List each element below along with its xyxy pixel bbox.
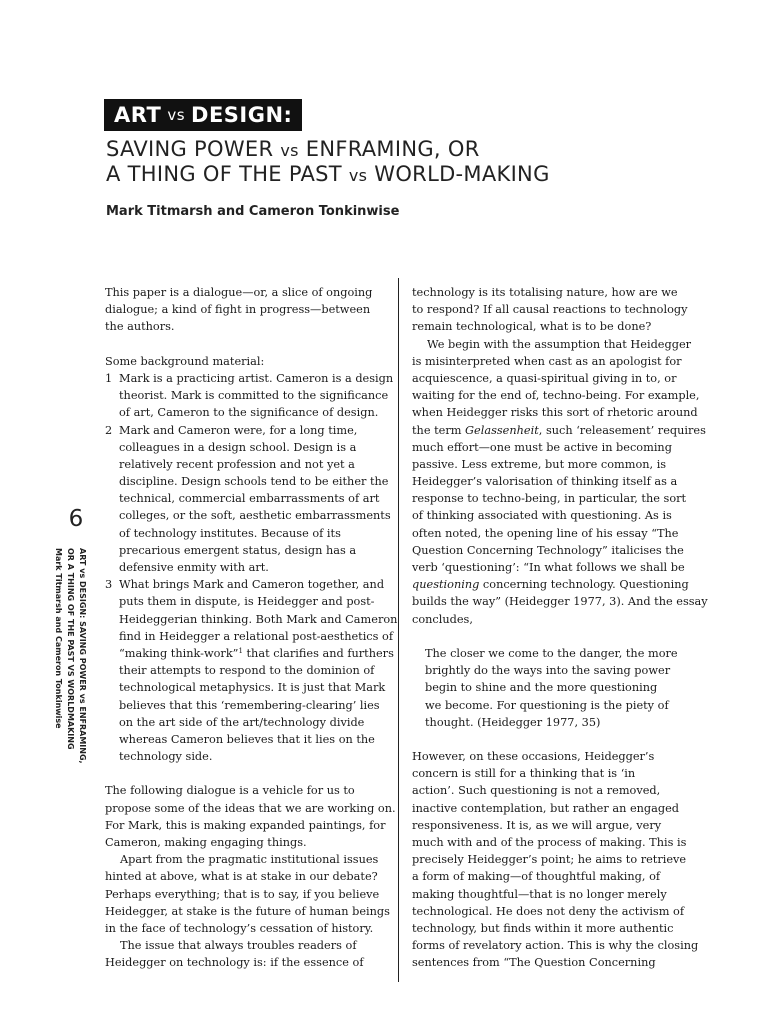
text-line: much effort—one must be active in becoming xyxy=(412,440,672,454)
right-column xyxy=(412,284,708,972)
text-line: technological metaphysics. It is just that Mark xyxy=(119,681,386,695)
subtitle-2-vs: vs xyxy=(348,166,368,185)
subtitle-line-1 xyxy=(106,137,480,161)
text-line: brightly do the ways into the saving power xyxy=(425,664,671,678)
text-line: action’. Such questioning is not a removed, xyxy=(412,784,661,798)
text-line: dialogue; a kind of fight in progress—between xyxy=(105,303,371,317)
text-line: responsiveness. It is, as we will argue, very xyxy=(412,818,662,832)
text-line: puts them in dispute, is Heidegger and post- xyxy=(119,595,375,609)
text-line: The closer we come to the danger, the more xyxy=(425,646,678,660)
running-title-line-1: ART vs DESIGN: SAVING POWER vs ENFRAMING, xyxy=(78,548,87,764)
subtitle-2-part-a: A THING OF THE PAST xyxy=(106,162,342,186)
text-line: begin to shine and the more questioning xyxy=(425,681,658,695)
text-line: in the face of technology’s cessation of history. xyxy=(105,921,374,935)
text-line xyxy=(412,731,698,748)
text-line: precisely Heidegger’s point; he aims to retrieve xyxy=(412,853,687,867)
text-line: theorist. Mark is committed to the significance xyxy=(119,389,389,403)
text-line: builds the way” (Heidegger 1977, 3). And the essay xyxy=(412,595,708,609)
text-line: of thinking associated with questioning. As is xyxy=(412,509,672,523)
text-line: technical, commercial embarrassments of art xyxy=(119,492,380,506)
text-line: 1 Mark is a practicing artist. Cameron is a design xyxy=(105,371,394,385)
title-vs: vs xyxy=(167,106,186,124)
text-line: Cameron, making engaging things. xyxy=(105,836,307,849)
text-line xyxy=(105,336,385,353)
page-number: 6 xyxy=(68,506,84,532)
text-line: However, on these occasions, Heidegger’s xyxy=(412,750,655,764)
text-line: precarious emergent status, design has a xyxy=(119,543,357,557)
text-line: passive. Less extreme, but more common, is xyxy=(412,457,667,471)
text-line: waiting for the end of, techno-being. For example, xyxy=(412,389,700,403)
running-title-line-2: OR A THING OF THE PAST VS WORLDMAKING xyxy=(66,548,75,750)
text-line: sentences from “The Question Concerning xyxy=(412,956,656,970)
text-line: technological. He does not deny the activism of xyxy=(412,904,685,918)
text-line: often noted, the opening line of his essay “The xyxy=(412,526,679,540)
text-line: when Heidegger risks this sort of rhetoric around xyxy=(412,406,698,420)
text-line: much with and of the process of making. This is xyxy=(412,836,687,849)
text-line: inactive contemplation, but rather an engaged xyxy=(412,801,680,815)
text-line: the term Gelassenheit, such ‘releasement’ requires xyxy=(412,423,706,437)
text-line: to respond? If all causal reactions to technology xyxy=(412,303,688,317)
text-line: whereas Cameron believes that it lies on the xyxy=(119,732,375,746)
text-line: making thoughtful—that is no longer merely xyxy=(412,887,667,901)
text-line: their attempts to respond to the dominion of xyxy=(119,664,375,678)
text-line: Question Concerning Technology” italicises the xyxy=(412,543,684,557)
text-line: technology is its totalising nature, how are we xyxy=(412,286,678,299)
text-line: 3 What brings Mark and Cameron together, and xyxy=(105,578,385,592)
running-title xyxy=(40,548,88,764)
title-box xyxy=(104,99,302,131)
left-column xyxy=(105,284,398,972)
text-line: relatively recent profession and not yet a xyxy=(119,457,355,471)
text-line xyxy=(105,765,385,782)
text-line: believes that this ‘remembering-clearing’ lies xyxy=(119,698,380,712)
subtitle-1-vs: vs xyxy=(280,141,299,160)
text-line: The following dialogue is a vehicle for us to xyxy=(105,784,355,798)
subtitle-1-part-a: SAVING POWER xyxy=(106,137,274,161)
text-line: of technology institutes. Because of its xyxy=(119,526,341,540)
text-line: hinted at above, what is at stake in our debate? xyxy=(105,870,378,884)
text-line: concludes, xyxy=(412,612,473,626)
text-line: response to techno-being, in particular, the sort xyxy=(412,492,687,506)
text-line: a form of making—of thoughtful making, of xyxy=(412,870,661,884)
column-divider xyxy=(398,278,399,982)
subtitle-2-part-b: WORLD-MAKING xyxy=(374,162,550,186)
text-line: propose some of the ideas that we are working on. xyxy=(105,801,396,815)
text-line: technology, but finds within it more authentic xyxy=(412,921,674,935)
text-line: This paper is a dialogue—or, a slice of ongoing xyxy=(105,286,373,299)
text-line: remain technological, what is to be done? xyxy=(412,320,652,334)
text-line: verb ‘questioning’: “In what follows we shall be xyxy=(412,561,685,574)
text-line: For Mark, this is making expanded paintings, for xyxy=(105,818,386,832)
text-line: Heidegger on technology is: if the essence of xyxy=(105,956,364,970)
text-line: colleagues in a design school. Design is a xyxy=(119,440,357,454)
text-line: thought. (Heidegger 1977, 35) xyxy=(425,715,601,729)
text-line: The issue that always troubles readers of xyxy=(120,939,357,953)
text-line: concern is still for a thinking that is ‘in xyxy=(412,767,636,781)
text-line: acquiescence, a quasi-spiritual giving in to, or xyxy=(412,371,677,385)
subtitle-line-2 xyxy=(106,162,550,186)
text-line: on the art side of the art/technology divide xyxy=(119,715,365,729)
text-line: forms of revelatory action. This is why the closing xyxy=(412,939,699,953)
authors: Mark Titmarsh and Cameron Tonkinwise xyxy=(106,204,400,219)
text-line: of art, Cameron to the significance of design. xyxy=(119,406,379,420)
text-line: the authors. xyxy=(105,320,175,334)
text-line: 2 Mark and Cameron were, for a long time, xyxy=(105,423,358,437)
text-line: is misinterpreted when cast as an apologist for xyxy=(412,354,682,368)
text-line: Heidegger, at stake is the future of human beings xyxy=(105,904,390,918)
text-line: We begin with the assumption that Heidegger xyxy=(427,337,692,351)
title-design: DESIGN: xyxy=(191,103,293,127)
subtitle-1-part-b: ENFRAMING, OR xyxy=(305,137,480,161)
title-art: ART xyxy=(114,103,162,127)
text-line: “making think-work”$^1$ that clarifies and furthers xyxy=(119,646,394,660)
text-line xyxy=(412,628,698,645)
text-line: technology side. xyxy=(119,750,213,764)
text-line: Perhaps everything; that is to say, if you believe xyxy=(105,887,380,901)
text-line: Heidegger’s valorisation of thinking itself as a xyxy=(412,475,678,489)
running-title-line-3: Mark Titmarsh and Cameron Tonkinwise xyxy=(54,548,63,729)
text-line: find in Heidegger a relational post-aesthetics of xyxy=(119,629,394,643)
text-line: Some background material: xyxy=(105,354,265,368)
text-line: Apart from the pragmatic institutional issues xyxy=(120,853,379,867)
text-line: discipline. Design schools tend to be either the xyxy=(119,475,389,489)
text-line: defensive enmity with art. xyxy=(119,561,269,574)
text-line: colleges, or the soft, aesthetic embarrassments xyxy=(119,509,391,523)
text-line: we become. For questioning is the piety of xyxy=(425,698,669,712)
text-line: questioning concerning technology. Questioning xyxy=(412,578,689,592)
text-line: Heideggerian thinking. Both Mark and Cameron xyxy=(119,612,398,626)
